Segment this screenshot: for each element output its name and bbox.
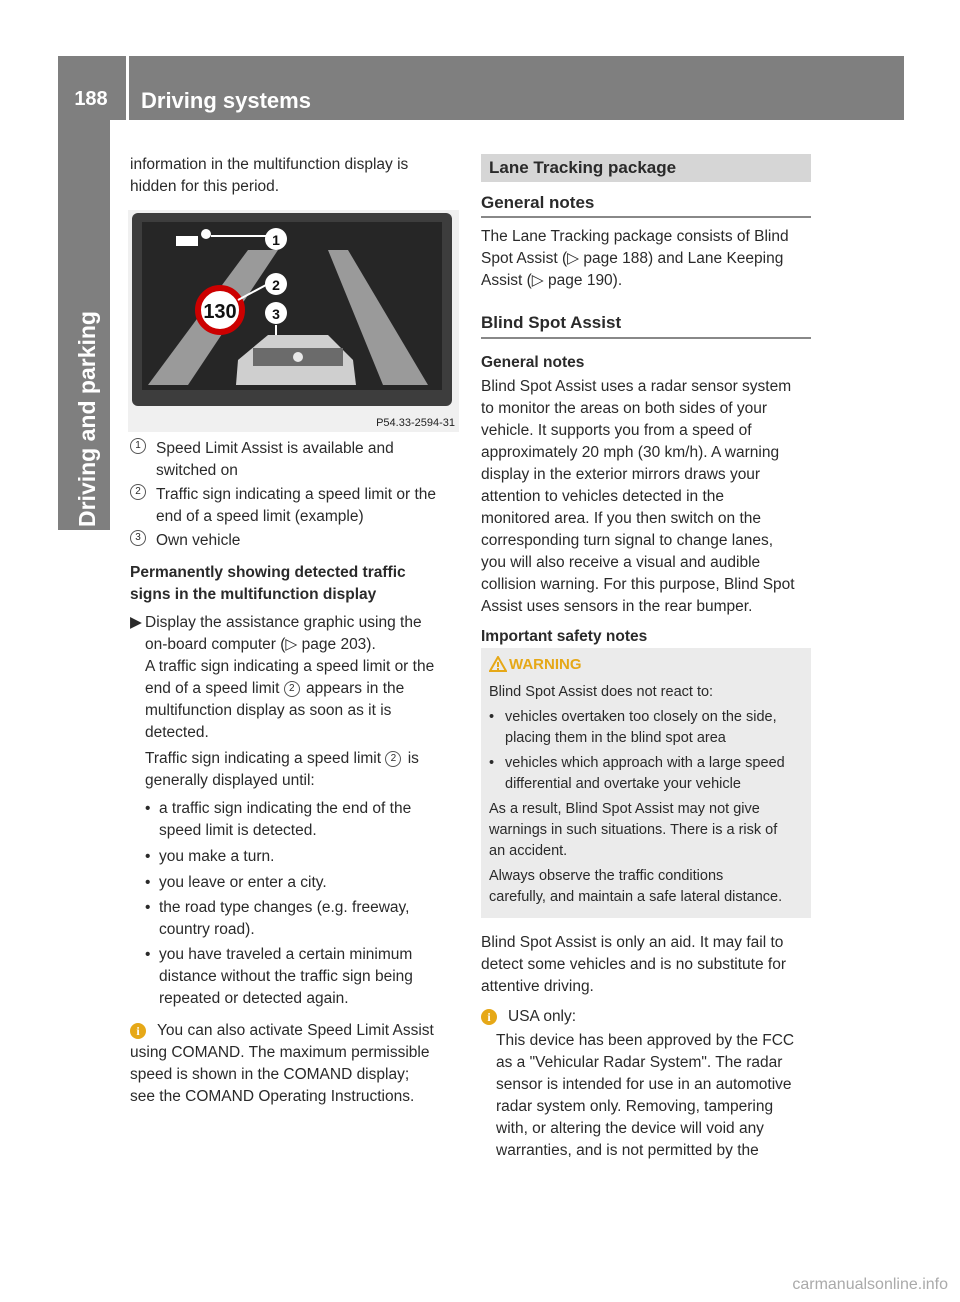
warning-label: WARNING <box>509 656 582 673</box>
bsa-paragraph: Blind Spot Assist uses a radar sensor system to monitor the areas on both sides of your vehicle. It supports you from a speed of approximately 20 mph (30 km/h). A warning display in the exterior mirrors draws your attention to vehicles detected in the monitored area. If you then switch on the corresponding turn signal to change lanes, you will also receive a visual and audible collision warning. For this purpose, Blind Spot Assist uses sensors in the rear bumper. <box>481 378 795 615</box>
lane-tracking-heading: Lane Tracking package <box>489 158 677 177</box>
usa-label: USA only: <box>508 1008 577 1025</box>
intro-line-1: information in the multifunction display is <box>130 156 409 173</box>
step-arrow-icon: ▶ <box>130 614 142 631</box>
callout-2: 2 <box>272 277 280 293</box>
callout-3: 3 <box>272 306 280 322</box>
info-icon: i <box>481 1008 497 1026</box>
safety-heading: Important safety notes <box>481 628 648 645</box>
lane-text: The Lane Tracking package consists of Blind Spot Assist (▷ page 188) and Lane Keeping Assist (▷ page 190). <box>481 228 789 289</box>
perm-heading-line-1: Permanently showing detected traffic <box>130 564 406 581</box>
legend-text: Speed Limit Assist is available and switched on <box>156 440 394 479</box>
bsa-general-heading: General notes <box>481 354 585 371</box>
section-title: Driving systems <box>141 88 311 113</box>
header-separator <box>126 56 129 120</box>
watermark: carmanualsonline.info <box>792 1276 948 1293</box>
assistance-graphic-illustration <box>128 210 459 432</box>
aid-paragraph: Blind Spot Assist is only an aid. It may fail to detect some vehicles and is no substitute for attentive driving. <box>481 934 786 995</box>
legend-number: 2 <box>130 484 146 500</box>
info-note: You can also activate Speed Limit Assist using COMAND. The maximum permissible speed is shown in the COMAND display; see the COMAND Operating Instructions. <box>130 1022 434 1105</box>
legend-number: 3 <box>130 530 146 546</box>
warning-content: Blind Spot Assist does not react to: • vehicles overtaken too closely on the side, placing them in the blind spot area • vehicles which approach with a large speed differential and overtake your vehicle As a result, Blind Spot Assist may not give warnings in such situations. There is a risk of an accident. Always observe the traffic conditions carefully, and maintain a safe lateral distance. <box>489 684 785 905</box>
page-number: 188 <box>74 88 108 110</box>
legend-number: 1 <box>130 438 146 454</box>
side-tab-label: Driving and parking <box>74 311 100 527</box>
warning-icon <box>489 656 507 677</box>
legend-text: Own vehicle <box>156 532 241 549</box>
info-icon: i <box>130 1022 146 1040</box>
speed-sign-value: 130 <box>203 301 237 323</box>
bsa-heading: Blind Spot Assist <box>481 313 622 332</box>
perm-heading-line-2: signs in the multifunction display <box>130 586 377 603</box>
figure-code: P54.33-2594-31 <box>376 417 455 429</box>
divider <box>481 337 811 339</box>
divider <box>481 216 811 218</box>
step-text: Display the assistance graphic using the on-board computer (▷ page 203). A traffic sign indicating a speed limit or the end of a speed limit 2 appears in the multifunction display as soon as it is detected. Traffic sign indicating a speed limit 2 is generally displayed until: <box>145 614 435 789</box>
callout-1: 1 <box>272 232 280 248</box>
legend-text: Traffic sign indicating a speed limit or the end of a speed limit (example) <box>156 486 436 525</box>
assistance-graphic-figure <box>128 210 459 432</box>
intro-line-2: hidden for this period. <box>130 178 280 195</box>
usa-note: This device has been approved by the FCC as a "Vehicular Radar System". The radar sensor is intended for use in an automotive radar system only. Removing, tampering with, or altering the device will void any warranties, and is not permitted by the <box>496 1032 795 1159</box>
general-notes-heading: General notes <box>481 193 595 212</box>
